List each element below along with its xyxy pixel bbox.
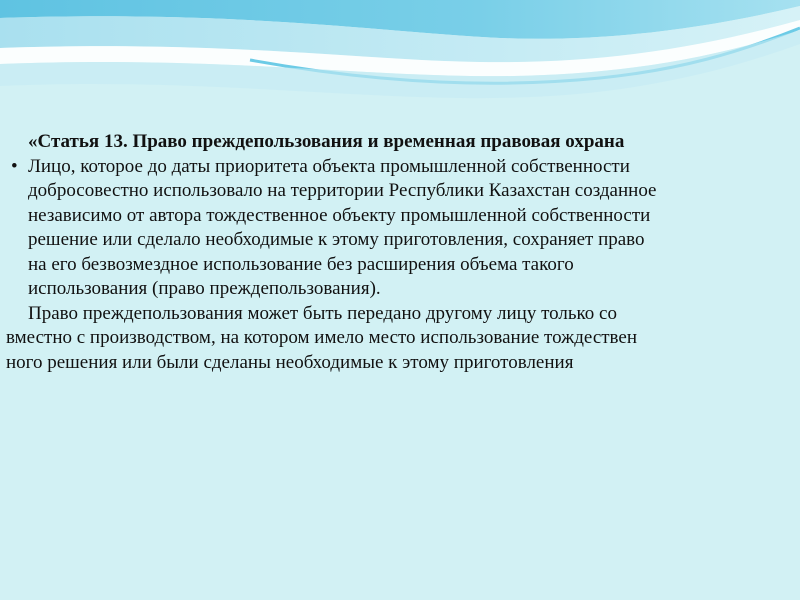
header-wave-decoration [0, 0, 800, 120]
bullet-line-text: Лицо, которое до даты приоритета объекта промышленной собственности [28, 155, 630, 177]
bullet-paragraph-line: добросовестно использовало на территории Республики Казахстан созданное [28, 180, 657, 201]
paragraph-line: ного решения или были сделаны необходимые к этому приготовления [6, 351, 574, 373]
paragraph-line: вместно с производством, на котором имело место использование тождествен [6, 327, 638, 348]
bullet-paragraph-line [0, 155, 800, 180]
bullet-icon: • [11, 155, 18, 177]
article-title: «Статья 13. Право преждепользования и временная правовая охрана [28, 131, 625, 152]
paragraph-line: Право преждепользования может быть передано другому лицу только со [28, 302, 617, 324]
bullet-paragraph-line: независимо от автора тождественное объекту промышленной собственности [28, 204, 651, 226]
slide-content [0, 130, 800, 375]
bullet-paragraph-line: на его безвозмездное использование без расширения объема такого [28, 253, 574, 275]
bullet-paragraph-line: решение или сделало необходимые к этому приготовления, сохраняет право [28, 229, 645, 250]
bullet-paragraph-line: использования (право преждепользования). [28, 278, 381, 299]
